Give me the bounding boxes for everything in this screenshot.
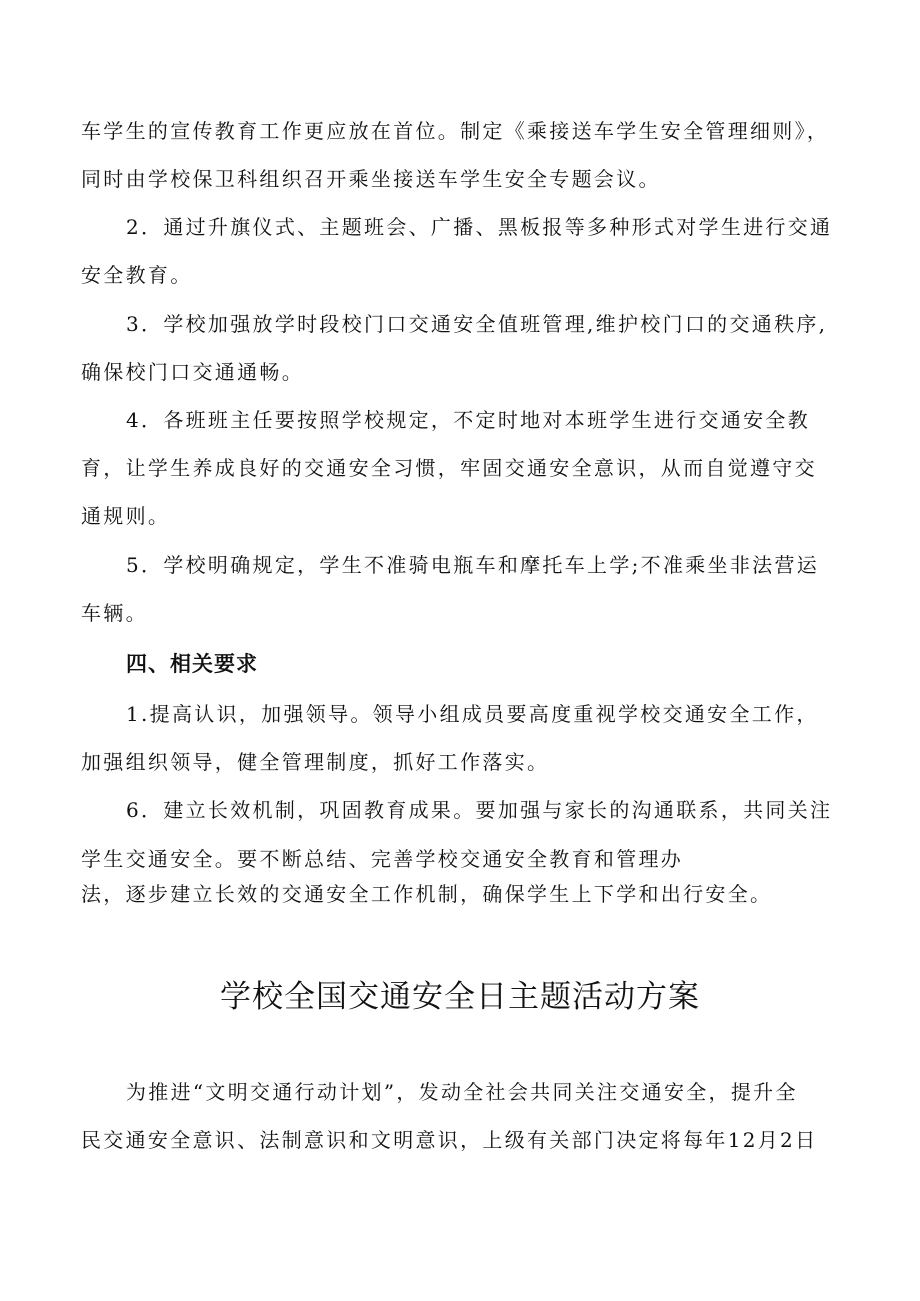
document-title: 学校全国交通安全日主题活动方案 [220, 979, 700, 1015]
paragraph-line: 通规则。 [81, 504, 171, 528]
paragraph-line: 加强组织领导，健全管理制度，抓好工作落实。 [81, 750, 550, 774]
paragraph-line: 学生交通安全。要不断总结、完善学校交通安全教育和管理办 [81, 847, 684, 871]
paragraph-line: 确保校门口交通通畅。 [81, 360, 304, 384]
paragraph-line: 车辆。 [81, 601, 148, 625]
requirement-item-6: 6．建立长效机制，巩固教育成果。要加强与家长的沟通联系，共同关注 [126, 798, 833, 822]
requirement-item-1: 1.提高认识，加强领导。领导小组成员要高度重视学校交通安全工作， [126, 702, 819, 726]
paragraph-line: 民交通安全意识、法制意识和文明意识，上级有关部门决定将每年12月2日 [81, 1128, 818, 1152]
list-item-5: 5．学校明确规定，学生不准骑电瓶车和摩托车上学;不准乘坐非法营运 [126, 553, 820, 577]
paragraph-line: 法，逐步建立长效的交通安全工作机制，确保学生上下学和出行安全。 [81, 882, 773, 906]
list-item-4: 4．各班班主任要按照学校规定，不定时地对本班学生进行交通安全教 [126, 408, 811, 432]
paragraph-line: 育，让学生养成良好的交通安全习惯，牢固交通安全意识，从而自觉遵守交 [81, 456, 817, 480]
intro-paragraph: 为推进“文明交通行动计划”，发动全社会共同关注交通安全，提升全 [126, 1080, 798, 1104]
paragraph-line: 同时由学校保卫科组织召开乘坐接送车学生安全专题会议。 [81, 167, 661, 191]
list-item-3: 3．学校加强放学时段校门口交通安全值班管理,维护校门口的交通秩序, [126, 312, 828, 336]
paragraph-line: 车学生的宣传教育工作更应放在首位。制定《乘接送车学生安全管理细则》， [81, 119, 830, 143]
section-heading: 四、相关要求 [126, 652, 258, 676]
paragraph-line: 安全教育。 [81, 263, 193, 287]
list-item-2: 2．通过升旗仪式、主题班会、广播、黑板报等多种形式对学生进行交通 [126, 215, 833, 239]
